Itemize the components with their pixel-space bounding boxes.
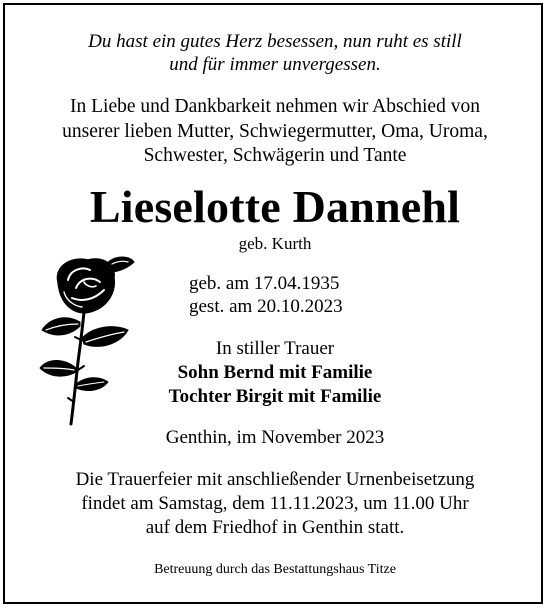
mourner-line-1: Sohn Bernd mit Familie xyxy=(177,362,373,383)
intro-line-1: In Liebe und Dankbarkeit nehmen wir Abschied von xyxy=(70,96,480,117)
funeral-line-3: auf dem Friedhof in Genthin statt. xyxy=(145,517,405,538)
rose-icon xyxy=(36,252,138,430)
mourners-intro: In stiller Trauer xyxy=(215,338,335,359)
mourner-line-2: Tochter Birgit mit Familie xyxy=(168,386,382,407)
place-date: Genthin, im November 2023 xyxy=(165,427,385,448)
intro-line-3: Schwester, Schwägerin und Tante xyxy=(143,145,407,166)
footer-credit: Betreuung durch das Bestattungshaus Titze xyxy=(154,562,396,577)
birth-date: geb. am 17.04.1935 xyxy=(189,273,340,294)
motto-line-1: Du hast ein gutes Herz besessen, nun ruht es still xyxy=(88,31,462,52)
death-date: gest. am 20.10.2023 xyxy=(189,296,343,317)
birth-name: geb. Kurth xyxy=(238,234,312,253)
motto-line-2: und für immer unvergessen. xyxy=(169,54,381,75)
funeral-line-1: Die Trauerfeier mit anschließender Urnenbeisetzung xyxy=(75,469,475,490)
intro-line-2: unserer lieben Mutter, Schwiegermutter, Oma, Uroma, xyxy=(62,121,488,142)
funeral-line-2: findet am Samstag, dem 11.11.2023, um 11.00 Uhr xyxy=(81,493,469,514)
deceased-name: Lieselotte Dannehl xyxy=(89,181,461,232)
